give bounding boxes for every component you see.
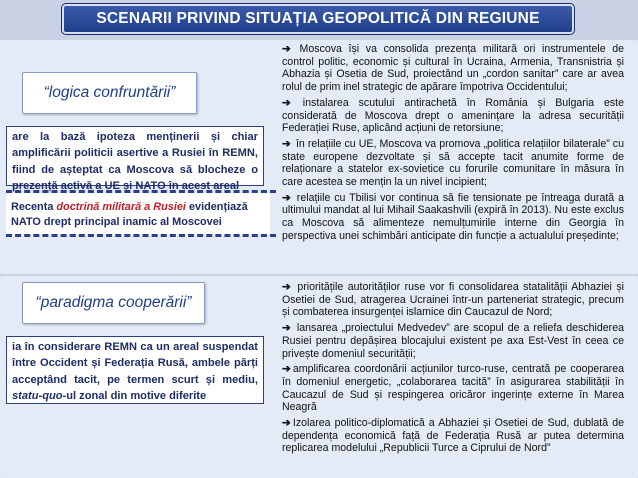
cooperation-quote: “paradigma cooperării” bbox=[22, 282, 205, 324]
doctrine-suffix: evidențiază NATO drept principal inamic al Moscovei bbox=[11, 201, 248, 229]
list-item: ➔ lansarea „proiectului Medvedev” are scopul de a reliefa deschiderea Rusiei pentru depășirea blocajului existent pe axa Est-Vest în ceea ce privește domeniul securității; bbox=[282, 322, 624, 360]
cooperation-description: ia în considerare REMN ca un areal suspendat între Occident și Federația Rusă, ambele părți acceptând tacit, pe termen scurt și mediu, statu-quo-ul zonal din motive diferite bbox=[6, 336, 264, 404]
list-item: ➔ prioritățile autorităților ruse vor fi consolidarea statalității Abhaziei și Osetiei de Sud, atragerea Ucrainei într-un parteneriat strategic, precum și combaterea insurgenței islamice din Caucazul de Nord; bbox=[282, 281, 624, 319]
doctrine-note bbox=[6, 193, 270, 235]
arrow-right-icon: ➔ bbox=[282, 322, 291, 335]
confrontation-quote: “logica confruntării” bbox=[22, 72, 197, 114]
arrow-right-icon: ➔ bbox=[282, 96, 291, 109]
arrow-right-icon: ➔ bbox=[282, 43, 291, 55]
list-item: ➔ Izolarea politico-diplomatică a Abhaziei și Osetiei de Sud, dublată de dependența economică față de Federația Rusă ar putea determina replicarea modelului „Republicii Turce a Ciprului de Nord” bbox=[282, 417, 624, 455]
confrontation-bullet-list bbox=[282, 43, 624, 246]
doctrine-highlight: doctrină militară a Rusiei bbox=[56, 201, 186, 213]
list-item: ➔ amplificarea coordonării acțiunilor turco-ruse, centrată pe cooperarea în domeniul energetic, „colaborarea tacită” în asigurarea stabilității în Caucazul de Sud și respingerea oricăror ingerințe externe în Marea Neagră bbox=[282, 363, 624, 414]
arrow-right-icon: ➔ bbox=[282, 137, 291, 150]
arrow-right-icon: ➔ bbox=[282, 191, 291, 204]
list-item: ➔ relațiile cu Tbilisi vor continua să fie tensionate pe întreaga durată a ultimului mandat al lui Mihail Saakashvili (expiră în 2013). Nu este exclus ca Moscova să alimenteze nemulțumirile interne din Georgia în perspectiva unei schimbări anticipate din funcție a actualului președinte; bbox=[282, 191, 624, 242]
arrow-right-icon: ➔ bbox=[282, 363, 291, 376]
cooperation-bullet-list bbox=[282, 281, 624, 458]
arrow-right-icon: ➔ bbox=[282, 281, 291, 293]
page-title: SCENARII PRIVIND SITUAȚIA GEOPOLITICĂ DIN REGIUNE bbox=[62, 4, 574, 34]
dashed-divider-bottom bbox=[6, 234, 276, 237]
statu-quo-term: statu-quo bbox=[12, 389, 63, 402]
list-item: ➔ Moscova își va consolida prezența militară ori instrumentele de control politic, economic și cultural în Ucraina, Armenia, Transnistria și Abhazia și Osetia de Sud, proiectând un „cordon sanitar” care ar avea rolul de prim inel strategic de apărare împotriva Occidentului; bbox=[282, 43, 624, 94]
doctrine-prefix: Recenta bbox=[11, 201, 57, 213]
confrontation-description: are la bază ipoteza menținerii și chiar amplificării politicii asertive a Rusiei în REMN, fiind de așteptat ca Moscova să blocheze o prezență activă a UE și NATO în acest areal bbox=[6, 126, 264, 186]
list-item: ➔ instalarea scutului antirachetă în România și Bulgaria este considerată de Moscova drept o amenințare la adresa securității Federației Ruse, aplicând acțiuni de retorsiune; bbox=[282, 96, 624, 135]
list-item: ➔ în relațiile cu UE, Moscova va promova „politica relațiilor bilaterale” cu state europene dezvoltate și să accepte tacit anumite forme de relaționare a statelor ex-sovietice cu forurile comunitare în măsura în care acestea se mențin la un nivel incipient; bbox=[282, 137, 624, 189]
arrow-right-icon: ➔ bbox=[282, 417, 291, 430]
